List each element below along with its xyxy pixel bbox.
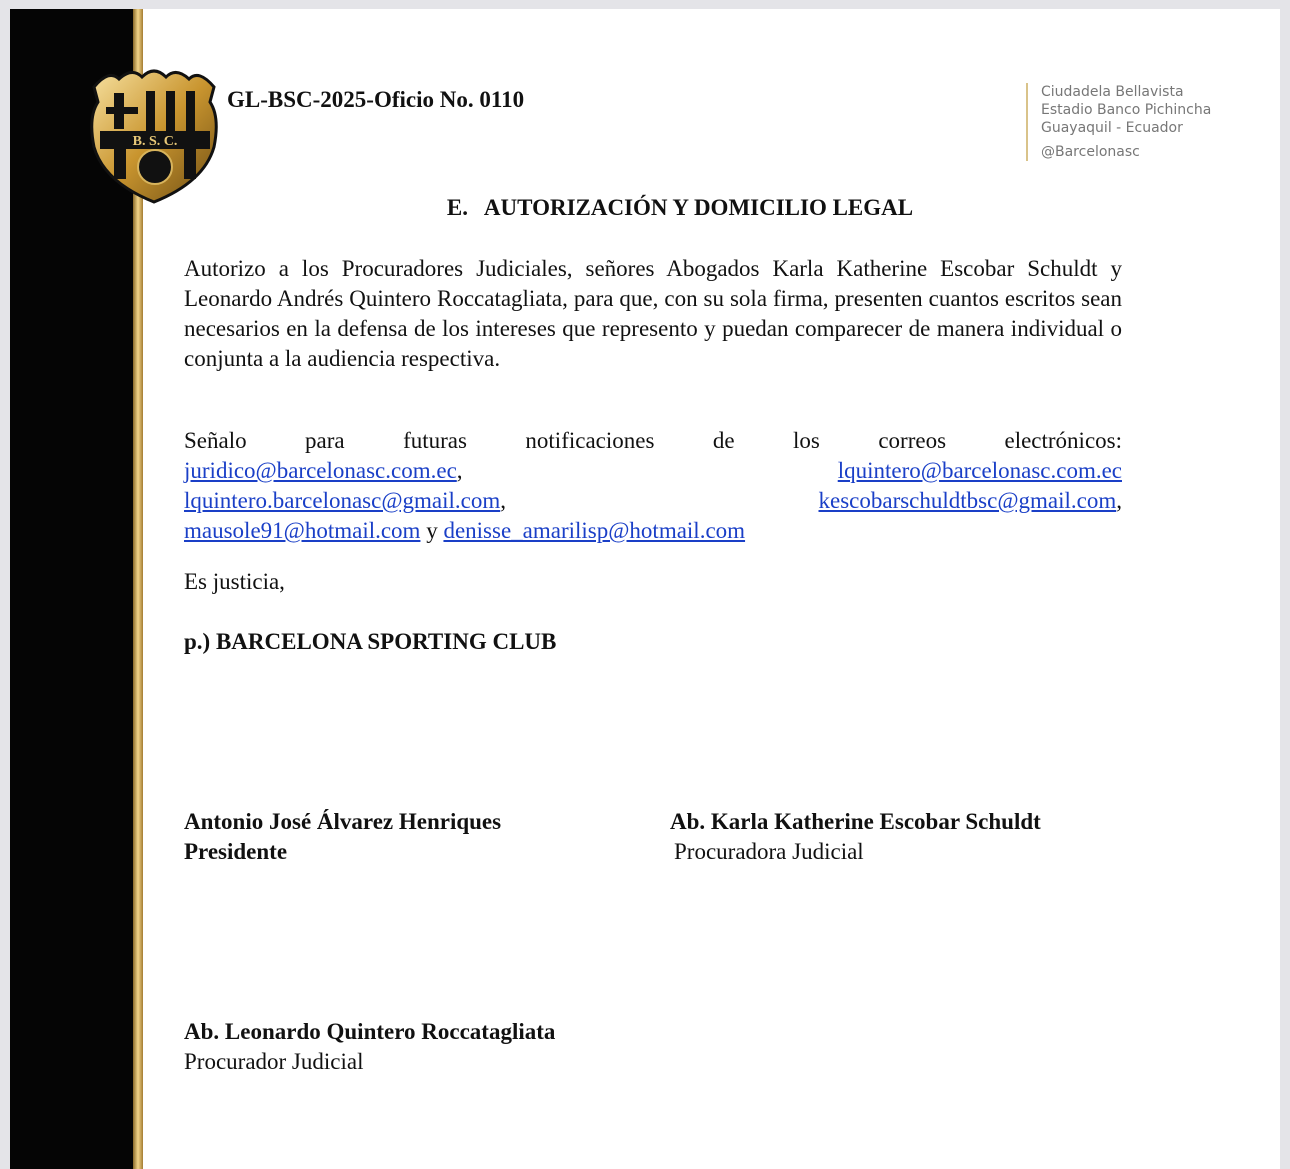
notifications-paragraph: Señalo para futuras notificaciones de los correos electrónicos: juridico@barcelonasc.com.ec, lquintero@barcelonasc.com.ec lquintero.barcelonasc@gmail.com, kescobarschuldtbsc@gmail.com, mausole91@hotmail.com y denisse_amarilisp@hotmail.com <box>184 428 1122 543</box>
email-link[interactable]: juridico@barcelonasc.com.ec <box>184 458 457 483</box>
svg-text:B. S. C.: B. S. C. <box>132 134 178 149</box>
authorization-paragraph: Autorizo a los Procuradores Judiciales, señores Abogados Karla Katherine Escobar Schuldt y Leonardo Andrés Quintero Roccatagliata, para que, con su sola firma, presenten cuantos escritos sean necesarios en la defensa de los intereses que represento y puedan comparecer de manera individual o conjunta a la audiencia respectiva. <box>184 256 1122 371</box>
bsc-crest-logo <box>84 57 224 207</box>
document-page <box>10 9 1280 1169</box>
organization: p.) BARCELONA SPORTING CLUB <box>184 629 557 654</box>
closing: Es justicia, <box>184 569 285 594</box>
signatory-name: Ab. Karla Katherine Escobar Schuldt <box>670 809 1041 834</box>
email-link[interactable]: lquintero.barcelonasc@gmail.com <box>184 488 501 513</box>
signature-block <box>184 1017 555 1077</box>
section-title: E. AUTORIZACIÓN Y DOMICILIO LEGAL <box>446 195 914 220</box>
email-link[interactable]: mausole91@hotmail.com <box>184 518 421 543</box>
address-line: Ciudadela Bellavista <box>1041 84 1184 100</box>
notifications-intro: Señalo para futuras notificaciones de los correos electrónicos: <box>184 428 1122 453</box>
signatory-title: Procuradora Judicial <box>674 839 864 864</box>
signature-block <box>184 807 501 867</box>
signatory-title: Presidente <box>184 839 288 864</box>
document-reference: GL-BSC-2025-Oficio No. 0110 <box>227 87 525 112</box>
address-line: Guayaquil - Ecuador <box>1041 120 1183 136</box>
email-link[interactable]: denisse_amarilisp@hotmail.com <box>443 518 746 543</box>
signatory-title: Procurador Judicial <box>184 1049 364 1074</box>
address-block <box>1026 83 1211 161</box>
social-handle: @Barcelonasc <box>1041 144 1140 160</box>
signatory-name: Ab. Leonardo Quintero Roccatagliata <box>184 1019 556 1044</box>
conjunction: y <box>426 518 438 543</box>
email-link[interactable]: lquintero@barcelonasc.com.ec <box>837 458 1122 483</box>
signatory-name: Antonio José Álvarez Henriques <box>184 809 502 834</box>
email-link[interactable]: kescobarschuldtbsc@gmail.com <box>818 488 1117 513</box>
address-line: Estadio Banco Pichincha <box>1041 102 1212 118</box>
signature-block <box>670 807 1041 867</box>
